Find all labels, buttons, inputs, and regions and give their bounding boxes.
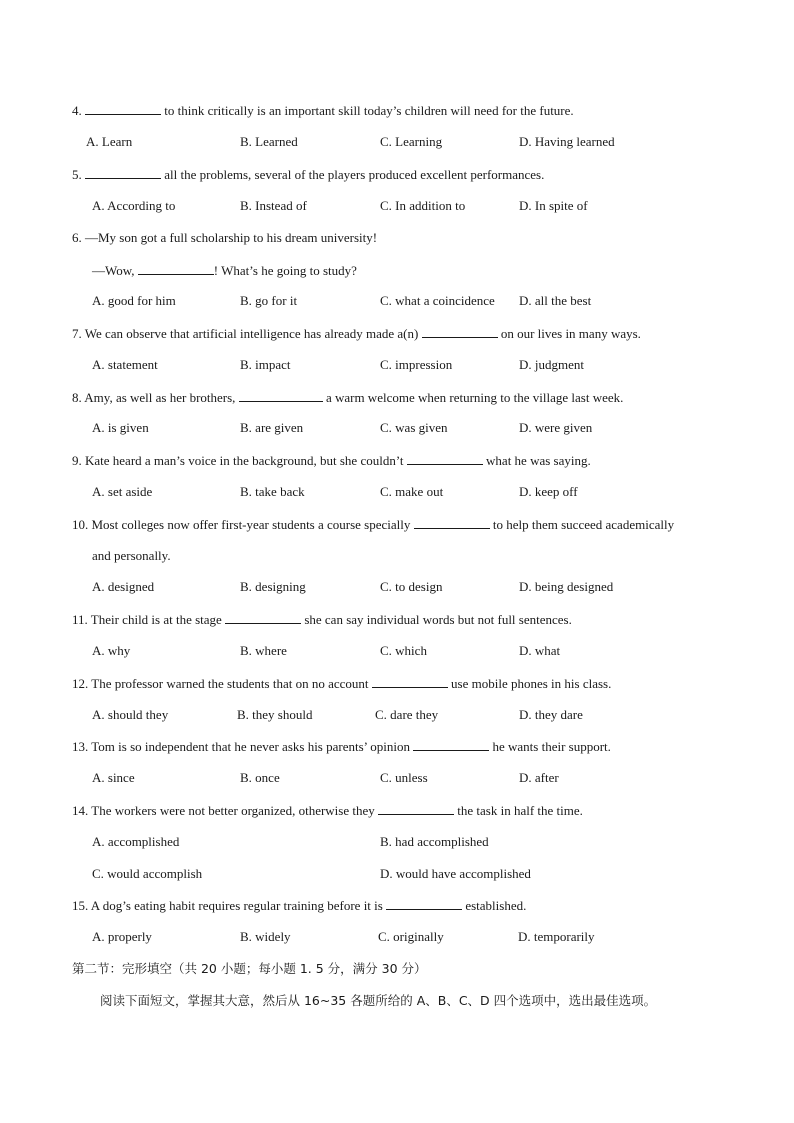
option-c: C. was given <box>380 420 448 435</box>
option-c: C. originally <box>378 929 444 944</box>
option-b: B. where <box>240 643 287 658</box>
question-15: 15. A dog’s eating habit requires regular training before it is established. <box>72 898 527 913</box>
question-6: 6. —My son got a full scholarship to his dream university! <box>72 230 378 245</box>
option-d: D. after <box>519 770 559 785</box>
option-c: C. make out <box>380 484 444 499</box>
question-13: 13. Tom is so independent that he never asks his parents’ opinion he wants their support. <box>72 739 611 754</box>
option-d: D. temporarily <box>518 929 595 944</box>
option-b: B. Instead of <box>240 198 307 213</box>
option-c: C. would accomplish <box>92 866 203 881</box>
option-c: C. what a coincidence <box>380 293 495 308</box>
option-a: A. should they <box>92 707 169 722</box>
question-11: 11. Their child is at the stage she can say individual words but not full sentences. <box>72 612 572 627</box>
option-a: A. properly <box>92 929 152 944</box>
answer-blank <box>386 896 462 910</box>
answer-blank <box>225 610 301 624</box>
option-b: B. they should <box>237 707 313 722</box>
question-8: 8. Amy, as well as her brothers, a warm welcome when returning to the village last week. <box>72 390 624 405</box>
option-a: A. designed <box>92 579 155 594</box>
answer-blank <box>407 451 483 465</box>
option-b: B. impact <box>240 357 291 372</box>
option-b: B. Learned <box>240 134 298 149</box>
option-b: B. once <box>240 770 280 785</box>
section-title: 第二节：完形填空（共 20 小题；每小题 1. 5 分，满分 30 分） <box>72 961 427 976</box>
option-a: A. is given <box>92 420 149 435</box>
option-a: A. Learn <box>86 134 133 149</box>
option-b: B. designing <box>240 579 306 594</box>
answer-blank <box>413 737 489 751</box>
option-d: D. all the best <box>519 293 592 308</box>
option-c: C. dare they <box>375 707 439 722</box>
question-5: 5. all the problems, several of the players produced excellent performances. <box>72 167 545 182</box>
option-a: A. accomplished <box>92 834 180 849</box>
option-d: D. In spite of <box>519 198 588 213</box>
option-a: A. According to <box>92 198 176 213</box>
option-b: B. are given <box>240 420 304 435</box>
question-14: 14. The workers were not better organized, otherwise they the task in half the time. <box>72 803 583 818</box>
option-a: A. good for him <box>92 293 176 308</box>
option-b: B. had accomplished <box>380 834 489 849</box>
answer-blank <box>378 801 454 815</box>
question-4: 4. to think critically is an important skill today’s children will need for the future. <box>72 103 574 118</box>
answer-blank <box>239 388 323 402</box>
section-instruction: 阅读下面短文，掌握其大意，然后从 16~35 各题所给的 A、B、C、D 四个选项中，选出最佳选项。 <box>100 993 657 1008</box>
option-b: B. widely <box>240 929 291 944</box>
option-d: D. keep off <box>519 484 578 499</box>
answer-blank <box>85 101 161 115</box>
option-d: D. being designed <box>519 579 614 594</box>
answer-blank <box>422 324 498 338</box>
answer-blank <box>138 261 214 275</box>
option-c: C. impression <box>380 357 453 372</box>
option-d: D. they dare <box>519 707 583 722</box>
option-d: D. were given <box>519 420 593 435</box>
answer-blank <box>85 165 161 179</box>
question-12: 12. The professor warned the students that on no account use mobile phones in his class. <box>72 676 612 691</box>
question-6-reply: —Wow, ! What’s he going to study? <box>92 263 357 278</box>
option-b: B. go for it <box>240 293 298 308</box>
answer-blank <box>372 674 448 688</box>
question-10: 10. Most colleges now offer first-year students a course specially to help them succeed academically <box>72 517 675 532</box>
option-a: A. why <box>92 643 131 658</box>
option-c: C. unless <box>380 770 428 785</box>
question-7: 7. We can observe that artificial intelligence has already made a(n) on our lives in many ways. <box>72 326 641 341</box>
question-9: 9. Kate heard a man’s voice in the background, but she couldn’t what he was saying. <box>72 453 591 468</box>
question-10-continued: and personally. <box>92 548 171 563</box>
option-a: A. since <box>92 770 135 785</box>
option-b: B. take back <box>240 484 305 499</box>
answer-blank <box>414 515 490 529</box>
option-c: C. Learning <box>380 134 443 149</box>
option-a: A. set aside <box>92 484 153 499</box>
option-d: D. what <box>519 643 561 658</box>
option-a: A. statement <box>92 357 158 372</box>
option-c: C. In addition to <box>380 198 466 213</box>
option-c: C. to design <box>380 579 443 594</box>
option-d: D. judgment <box>519 357 584 372</box>
option-c: C. which <box>380 643 427 658</box>
option-d: D. would have accomplished <box>380 866 531 881</box>
option-d: D. Having learned <box>519 134 615 149</box>
